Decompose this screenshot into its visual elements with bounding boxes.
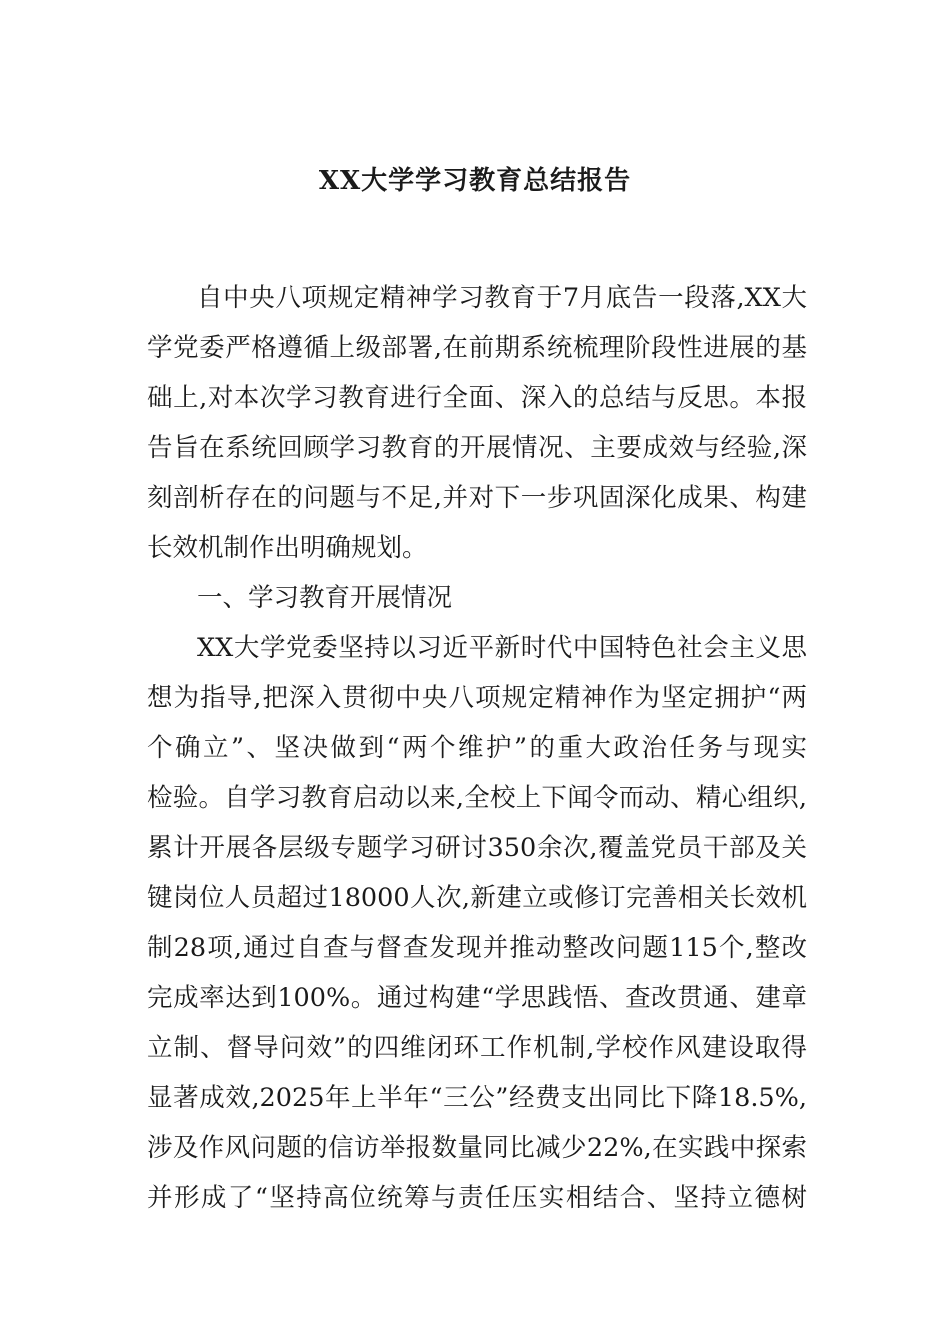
section-heading-1: 一、学习教育开展情况 xyxy=(197,583,453,613)
paragraph-2-line-8: 完成率达到100%。通过构建“学思践悟、查改贯通、建章 xyxy=(147,983,807,1013)
paragraph-1-line-5: 刻剖析存在的问题与不足,并对下一步巩固深化成果、构建 xyxy=(147,483,807,513)
paragraph-1-line-6: 长效机制作出明确规划。 xyxy=(147,533,428,563)
document-title: XX大学学习教育总结报告 xyxy=(318,166,632,196)
paragraph-2-line-4: 检验。自学习教育启动以来,全校上下闻令而动、精心组织, xyxy=(147,783,807,813)
paragraph-2-line-1: XX大学党委坚持以习近平新时代中国特色社会主义思 xyxy=(197,633,807,663)
paragraph-1-line-2: 学党委严格遵循上级部署,在前期系统梳理阶段性进展的基 xyxy=(147,333,807,363)
paragraph-1-line-3: 础上,对本次学习教育进行全面、深入的总结与反思。本报 xyxy=(147,383,807,413)
paragraph-2-line-6: 键岗位人员超过18000人次,新建立或修订完善相关长效机 xyxy=(147,883,807,913)
paragraph-2-line-12: 并形成了“坚持高位统筹与责任压实相结合、坚持立德树 xyxy=(147,1183,807,1213)
paragraph-2-line-10: 显著成效,2025年上半年“三公”经费支出同比下降18.5%, xyxy=(147,1083,807,1113)
paragraph-2-line-5: 累计开展各层级专题学习研讨350余次,覆盖党员干部及关 xyxy=(147,833,807,863)
paragraph-2-line-3: 个确立”、坚决做到“两个维护”的重大政治任务与现实 xyxy=(147,733,807,763)
paragraph-2-line-2: 想为指导,把深入贯彻中央八项规定精神作为坚定拥护“两 xyxy=(147,683,807,713)
paragraph-2-line-11: 涉及作风问题的信访举报数量同比减少22%,在实践中探索 xyxy=(147,1133,807,1163)
paragraph-2-line-7: 制28项,通过自查与督查发现并推动整改问题115个,整改 xyxy=(147,933,807,963)
paragraph-2-line-9: 立制、督导问效”的四维闭环工作机制,学校作风建设取得 xyxy=(147,1033,807,1063)
paragraph-1-line-4: 告旨在系统回顾学习教育的开展情况、主要成效与经验,深 xyxy=(147,433,807,463)
paragraph-1-line-1: 自中央八项规定精神学习教育于7月底告一段落,XX大 xyxy=(197,283,807,313)
